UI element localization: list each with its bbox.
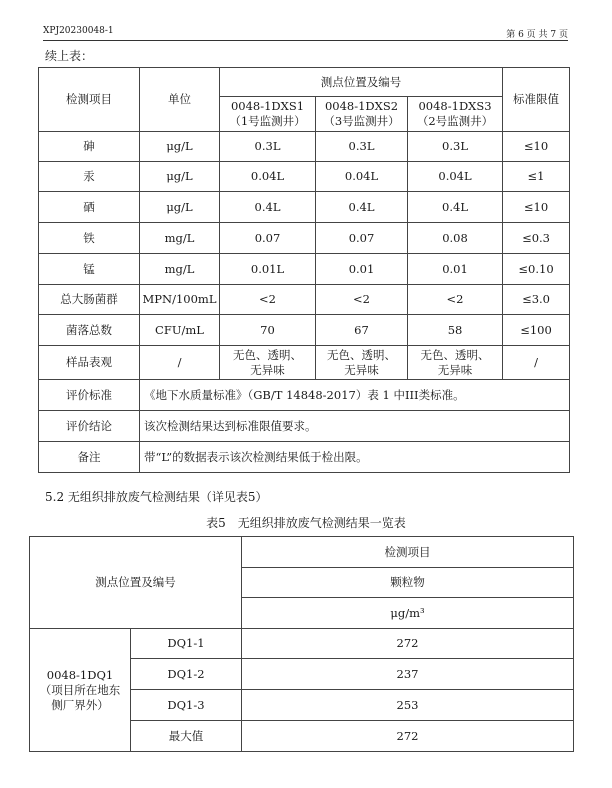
cell-item: 砷 <box>39 132 140 162</box>
cell-unit: mg/L <box>140 223 220 254</box>
conclusion-label: 评价结论 <box>39 411 140 442</box>
cell-unit: μg/L <box>140 162 220 192</box>
cell-value: 58 <box>408 315 503 346</box>
table-row <box>39 380 570 411</box>
cell-value: 0.07 <box>316 223 408 254</box>
cell-value: 0.3L <box>316 132 408 162</box>
cell-value: 0.08 <box>408 223 503 254</box>
note-label: 备注 <box>39 442 140 473</box>
cell-value: 0.01 <box>408 254 503 285</box>
location-cell: 0048-1DQ1 （项目所在地东 侧厂界外） <box>30 629 131 752</box>
cell-value: 0.4L <box>316 192 408 223</box>
conclusion-text: 该次检测结果达到标准限值要求。 <box>140 411 570 442</box>
cell-item: 铁 <box>39 223 140 254</box>
sample-label: 最大值 <box>131 721 242 752</box>
cell-item: 硒 <box>39 192 140 223</box>
col-header-item: 检测项目 <box>242 537 574 568</box>
col-header-limit: 标准限值 <box>503 68 570 132</box>
table-row <box>39 223 570 254</box>
groundwater-results-table <box>38 67 570 473</box>
cell-item: 菌落总数 <box>39 315 140 346</box>
standard-text: 《地下水质量标准》（GB/T 14848-2017）表 1 中III类标准。 <box>140 380 570 411</box>
cell-limit: ≤0.10 <box>503 254 570 285</box>
note-text: 带“L”的数据表示该次检测结果低于检出限。 <box>140 442 570 473</box>
table-row <box>30 629 574 659</box>
table-row <box>39 442 570 473</box>
cell-value: 272 <box>242 721 574 752</box>
standard-label: 评价标准 <box>39 380 140 411</box>
sample-label: DQ1-1 <box>131 629 242 659</box>
cell-value: 0.4L <box>408 192 503 223</box>
table-row <box>39 285 570 315</box>
table-caption: 表5 无组织排放废气检测结果一览表 <box>206 516 406 530</box>
cell-value: 272 <box>242 629 574 659</box>
cell-value: 0.01L <box>220 254 316 285</box>
unit-label: μg/m³ <box>242 598 574 629</box>
table-row <box>39 162 570 192</box>
cell-limit: ≤100 <box>503 315 570 346</box>
cell-value: 0.04L <box>408 162 503 192</box>
table-row <box>39 132 570 162</box>
cell-item: 锰 <box>39 254 140 285</box>
cell-value: 0.07 <box>220 223 316 254</box>
cell-item: 汞 <box>39 162 140 192</box>
cell-unit: / <box>140 346 220 380</box>
cell-limit: ≤10 <box>503 192 570 223</box>
col-header-unit: 单位 <box>140 68 220 132</box>
cell-unit: CFU/mL <box>140 315 220 346</box>
cell-unit: mg/L <box>140 254 220 285</box>
table-row <box>39 315 570 346</box>
doc-number: XPJ20230048-1 <box>43 26 114 36</box>
point-header: 0048-1DXS2 （3号监测井） <box>316 97 408 132</box>
cell-value: <2 <box>316 285 408 315</box>
header-divider <box>43 40 568 41</box>
cell-value: 无色、透明、 无异味 <box>220 346 316 380</box>
cell-unit: MPN/100mL <box>140 285 220 315</box>
cell-value: 无色、透明、 无异味 <box>408 346 503 380</box>
table-row <box>39 192 570 223</box>
table-row <box>39 346 570 380</box>
cell-value: 67 <box>316 315 408 346</box>
cell-limit: / <box>503 346 570 380</box>
cell-value: <2 <box>220 285 316 315</box>
cell-value: 70 <box>220 315 316 346</box>
cell-value: 0.04L <box>220 162 316 192</box>
pollutant-name: 颗粒物 <box>242 568 574 598</box>
cell-unit: μg/L <box>140 192 220 223</box>
col-header-points: 测点位置及编号 <box>220 68 503 97</box>
cell-value: 253 <box>242 690 574 721</box>
cell-value: 无色、透明、 无异味 <box>316 346 408 380</box>
continued-label: 续上表： <box>45 49 94 63</box>
sample-label: DQ1-2 <box>131 659 242 690</box>
cell-limit: ≤0.3 <box>503 223 570 254</box>
point-header: 0048-1DXS3 （2号监测井） <box>408 97 503 132</box>
cell-limit: ≤3.0 <box>503 285 570 315</box>
cell-value: 0.3L <box>408 132 503 162</box>
cell-item: 样品表观 <box>39 346 140 380</box>
cell-value: 237 <box>242 659 574 690</box>
cell-limit: ≤1 <box>503 162 570 192</box>
cell-value: 0.3L <box>220 132 316 162</box>
cell-value: 0.04L <box>316 162 408 192</box>
cell-value: 0.01 <box>316 254 408 285</box>
exhaust-gas-results-table <box>29 536 574 752</box>
table-row <box>39 254 570 285</box>
sample-label: DQ1-3 <box>131 690 242 721</box>
cell-item: 总大肠菌群 <box>39 285 140 315</box>
section-title: 5.2 无组织排放废气检测结果（详见表5） <box>45 490 268 504</box>
col-header-item: 检测项目 <box>39 68 140 132</box>
cell-unit: μg/L <box>140 132 220 162</box>
table-row <box>39 411 570 442</box>
page-number: 第 6 页 共 7 页 <box>506 30 568 40</box>
cell-limit: ≤10 <box>503 132 570 162</box>
col-header-point: 测点位置及编号 <box>30 537 242 629</box>
cell-value: <2 <box>408 285 503 315</box>
cell-value: 0.4L <box>220 192 316 223</box>
point-header: 0048-1DXS1 （1号监测井） <box>220 97 316 132</box>
